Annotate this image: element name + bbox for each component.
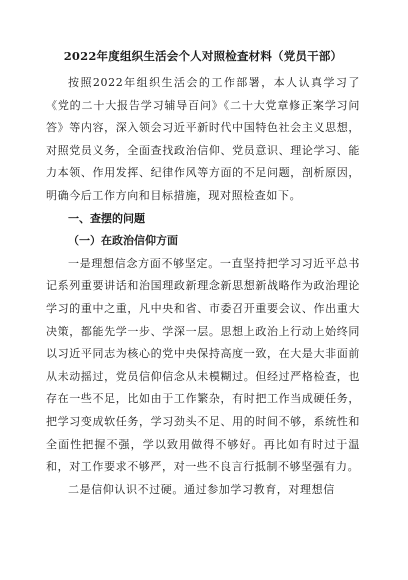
body-paragraph-2: 二是信仰认识不过硬。通过参加学习教育，对理想信	[68, 482, 335, 496]
section-heading: 一、查摆的问题	[68, 211, 145, 225]
intro-paragraph: 按照2022年组织生活会的工作部署，本人认真学习了《党的二十大报告学习辅导百问》《二十大党章修正案学习问答》等内容，深入领会习近平新时代中国特色社会主义思想，对照党员义务，全面查找政治信仰、党员意识、理论学习、能力本领、作用发挥、纪律作风等方面的不足问题，剖析原因，明确今后工作方向和目标措施，现对照检查如下。	[46, 76, 360, 202]
document-title: 2022年度组织生活会个人对照检查材料（党员干部）	[63, 49, 343, 63]
subsection-heading: （一）在政治信仰方面	[68, 234, 178, 248]
body-paragraph-1: 一是理想信念方面不够坚定。一直坚持把学习习近平总书记系列重要讲话和治国理政新理念新思想新战略作为政治理论学习的重中之重，凡中央和省、市委召开重要会议、作出重大决策，都能先学一步、学深一层。思想上政治上行动上始终同以习近平同志为核心的党中央保持高度一致，在大是大非面前从未动摇过，党员信仰信念从未模糊过。但经过严格检查，也存在一些不足，比如由于工作繁杂，有时把工作当成硬任务，把学习变成软任务，学习劲头不足、用的时间不够，系统性和全面性把握不强，学以致用做得不够好。再比如有时过于温和，对工作要求不够严，对一些不良言行抵制不够坚强有力。	[46, 256, 360, 474]
